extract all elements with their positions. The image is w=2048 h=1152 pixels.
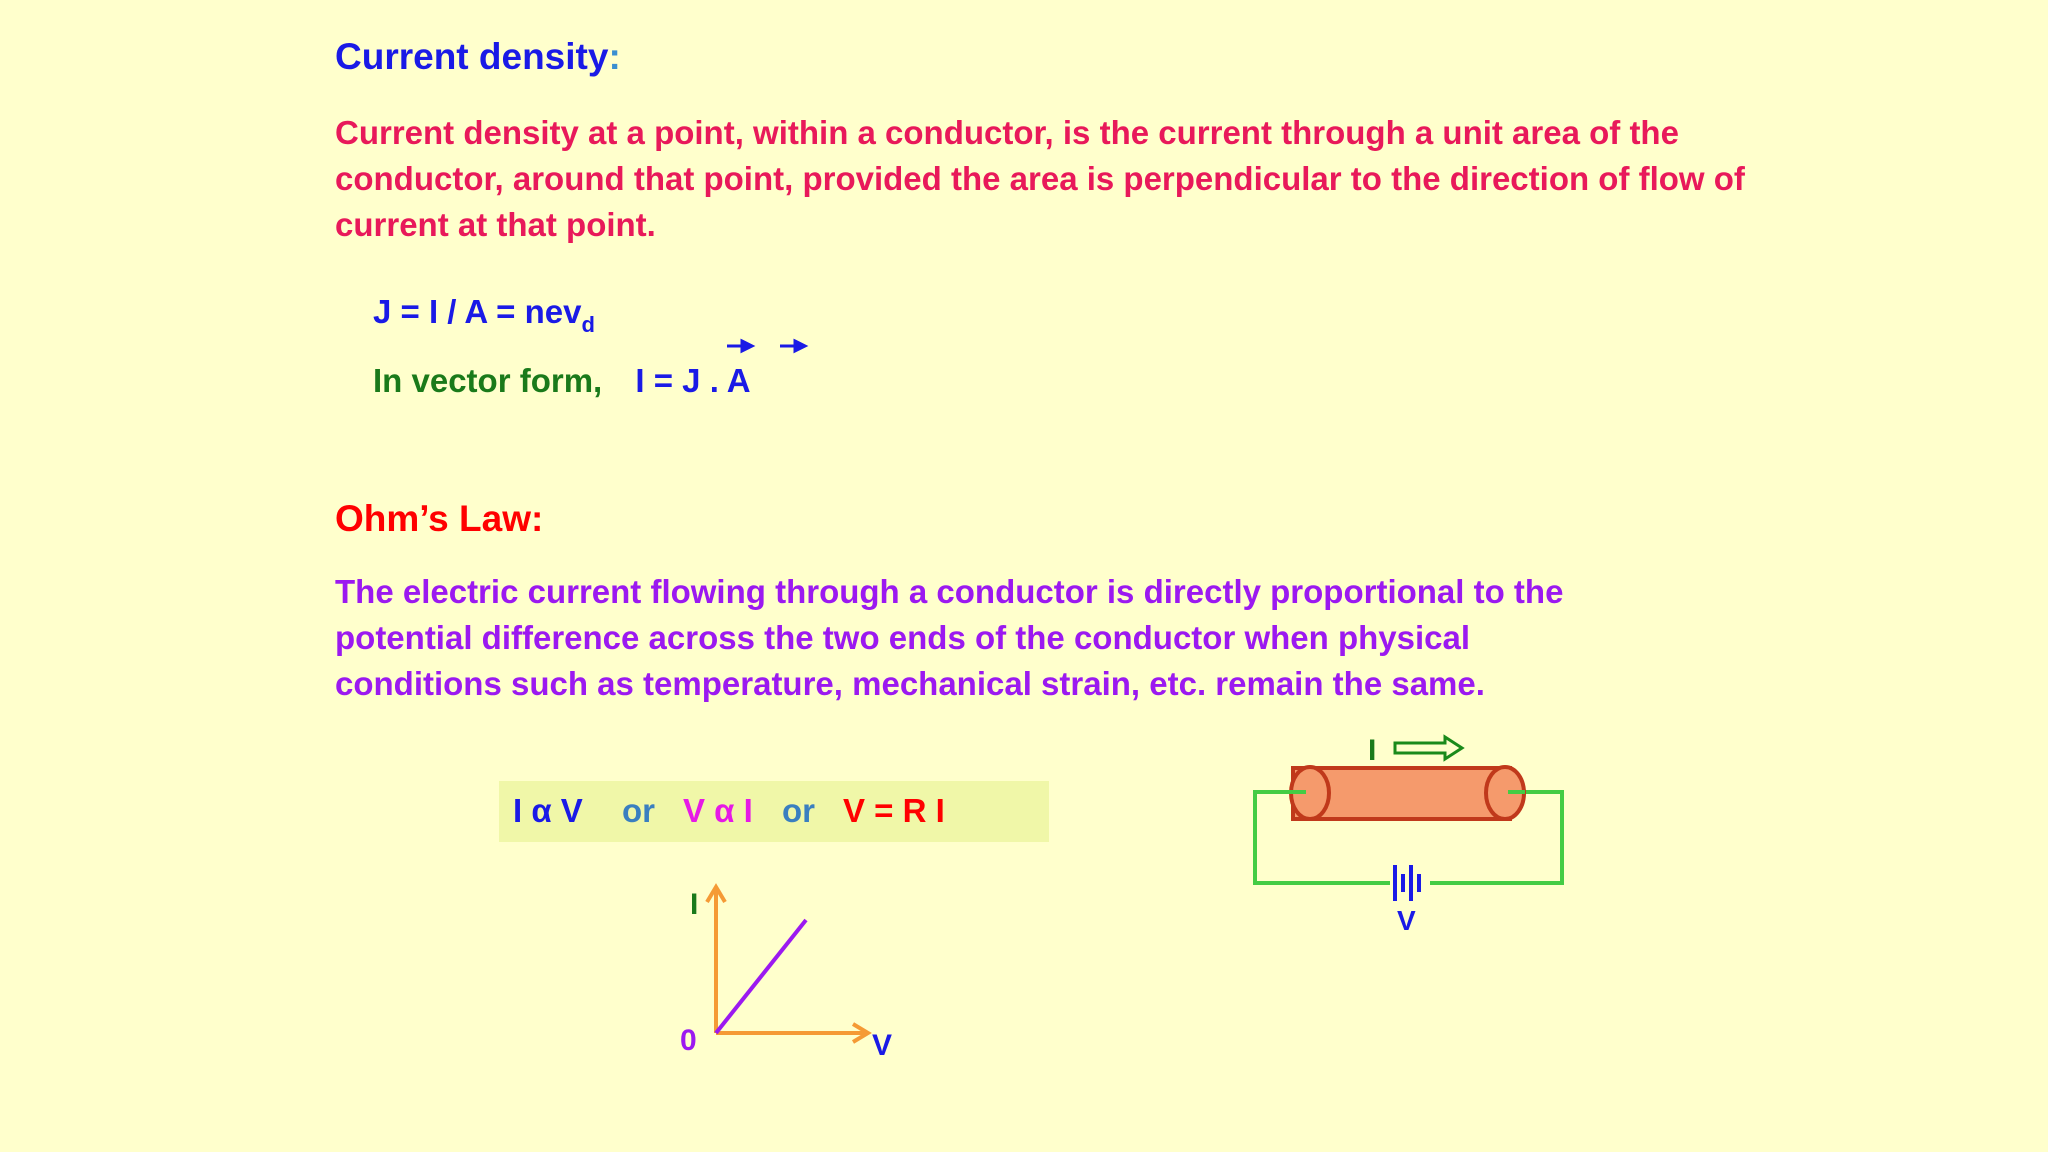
relation-or-2: or [782,792,815,829]
graph-x-label: V [872,1029,893,1062]
relation-v-alpha-i: V α I [683,792,753,829]
current-density-formula [373,293,595,338]
formula-subscript: d [581,312,595,337]
circuit-current-label: I [1368,734,1377,767]
circuit-current-arrow [1395,737,1462,759]
current-density-title: Current density [335,36,609,77]
graph-origin-label: 0 [680,1024,697,1057]
current-density-heading [335,36,621,78]
relation-or-1: or [622,792,655,829]
iv-graph [670,870,920,1070]
ohms-law-statement: The electric current flowing through a conductor is directly proportional to the potential difference across the two ends of the conductor when physical conditions such as temperature, mechanical strain, etc. remain the same. [335,573,1564,702]
graph-proportional-line [716,920,806,1033]
vector-arrow-j [727,341,752,351]
vector-form-formula: I = J . A [635,362,751,399]
vector-form-label: In vector form, [373,362,603,399]
vector-form-row [373,362,751,400]
vector-arrows [720,336,820,356]
circuit-diagram [1240,725,1580,940]
vector-arrow-a [780,341,805,351]
battery-icon [1390,865,1430,901]
graph-y-label: I [690,888,699,921]
circuit-voltage-label: V [1397,905,1416,936]
formula-main: J = I / A = nev [373,293,582,330]
ohms-law-heading: Ohm’s Law: [335,498,544,539]
relation-i-alpha-v: I α V [513,792,583,829]
current-density-colon: : [608,36,621,77]
relation-v-equals-ri: V = R I [843,792,945,829]
ohms-law-relations-box [499,781,1049,842]
current-density-definition: Current density at a point, within a conductor, is the current through a unit area of the conductor, around that point, provided the area is perpendicular to the direction of flow of current at that point. [335,114,1745,243]
